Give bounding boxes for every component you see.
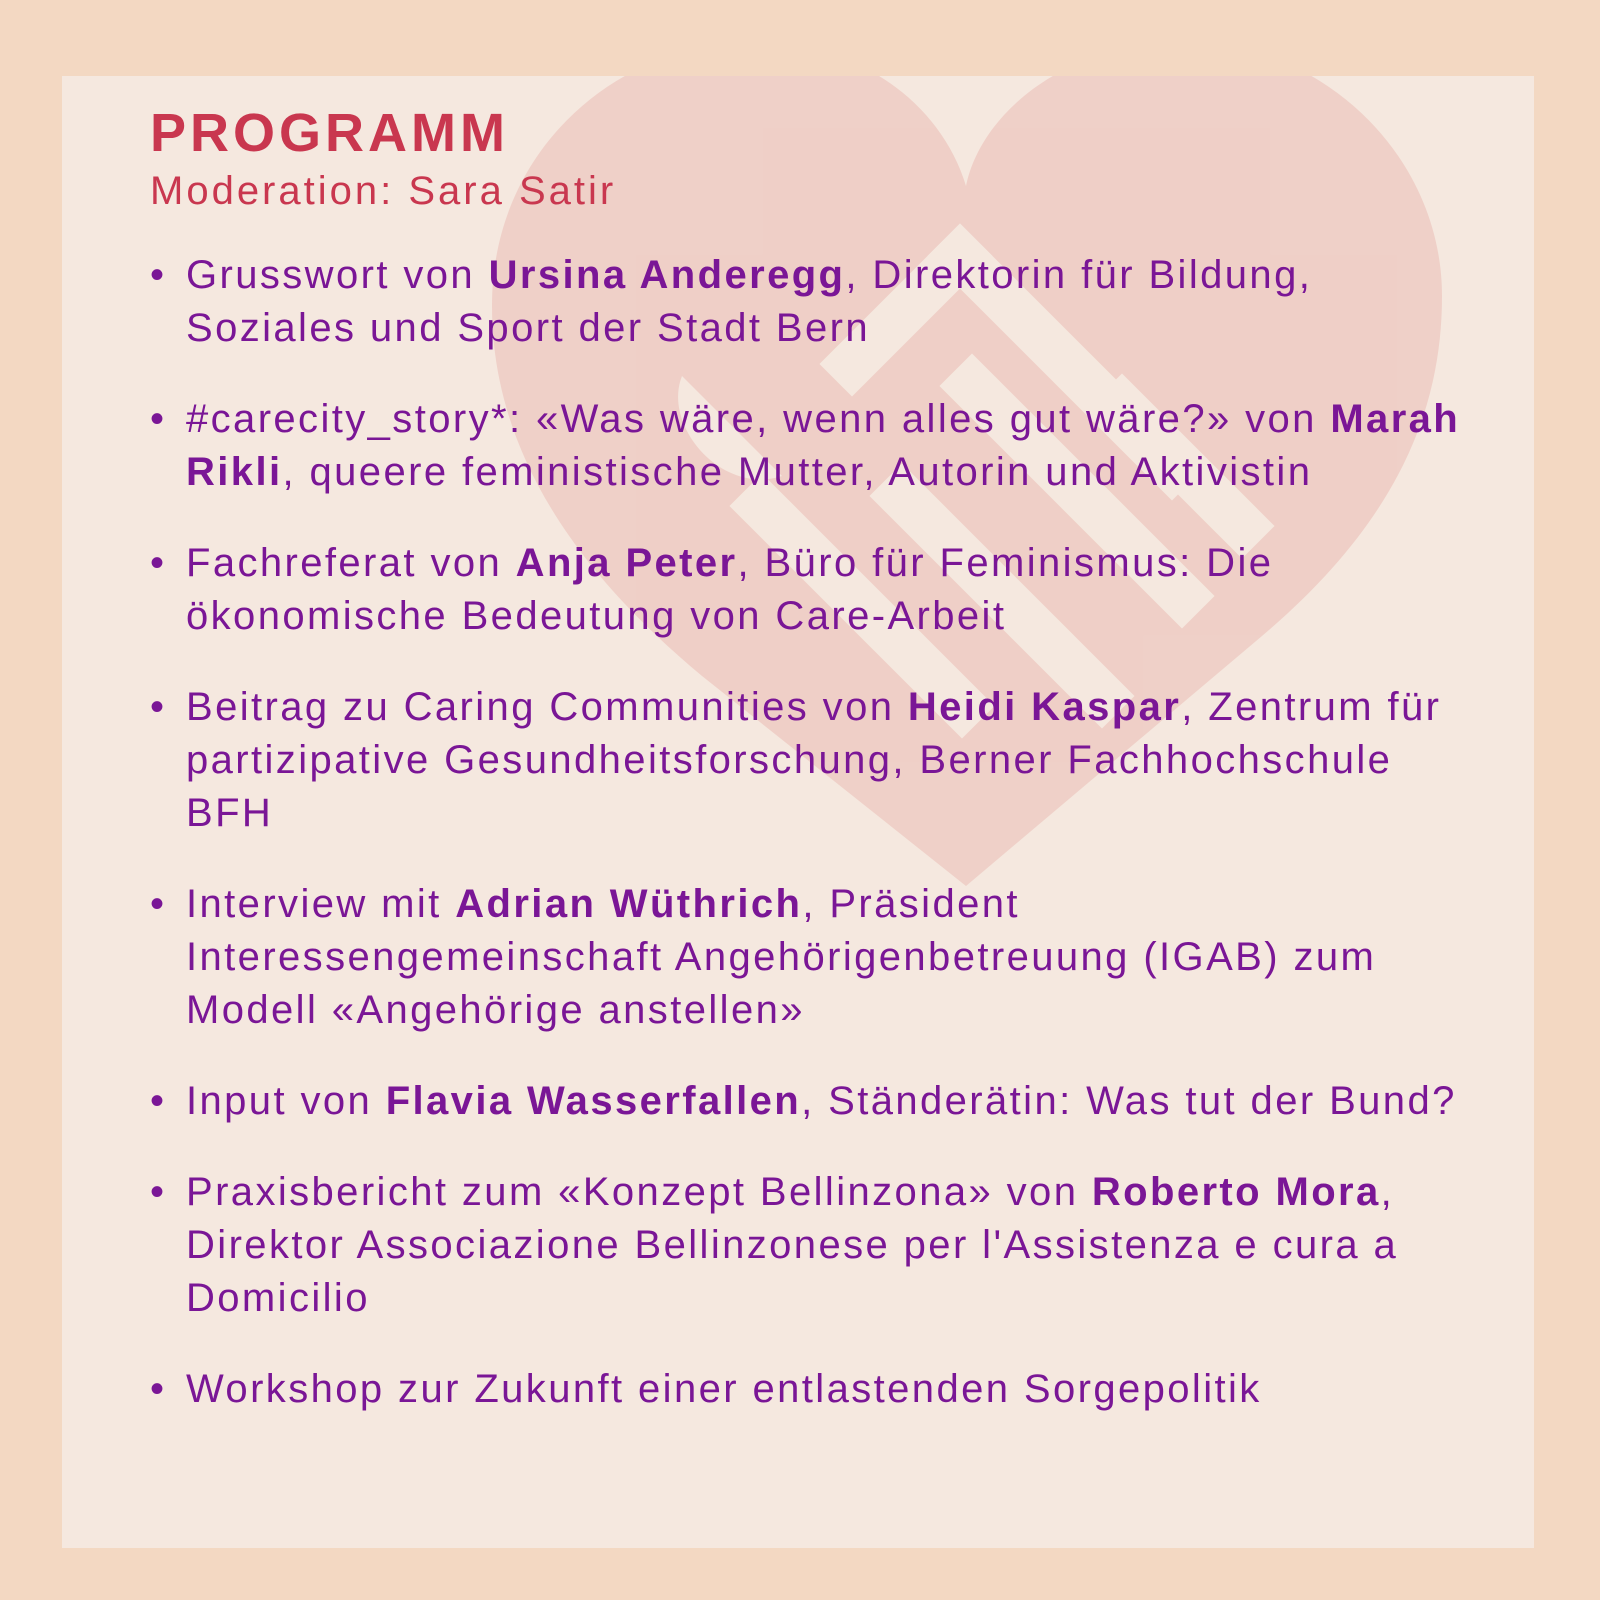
list-item: [150, 393, 1480, 499]
speaker-name: Adrian Wüthrich: [455, 882, 803, 927]
program-content: [150, 104, 1480, 1454]
bullet-icon: •: [150, 685, 167, 730]
speaker-name: Ursina Anderegg: [488, 253, 846, 298]
bullet-icon: •: [150, 541, 167, 586]
item-text: Input von: [186, 1079, 386, 1124]
item-text: , Direktor Associazione Bellinzonese per l'Assistenza e cura a Domicilio: [186, 1170, 1399, 1321]
item-text: Grusswort von: [186, 253, 489, 298]
speaker-name: Flavia Wasserfallen: [385, 1079, 802, 1124]
item-text: Fachreferat von: [186, 541, 516, 586]
list-item: [150, 681, 1480, 840]
list-item: [150, 249, 1480, 355]
item-text: , Zentrum für partizipative Gesundheitsforschung, Berner Fachhochschule BFH: [186, 685, 1442, 836]
speaker-name: Anja Peter: [515, 541, 738, 586]
list-item: [150, 1166, 1480, 1325]
list-item: [150, 537, 1480, 643]
list-item: [150, 1363, 1480, 1416]
item-text: , queere feministische Mutter, Autorin und Aktivistin: [282, 450, 1313, 495]
item-text: Praxisbericht zum «Konzept Bellinzona» von: [186, 1170, 1092, 1215]
program-list: [150, 249, 1480, 1416]
page-title: PROGRAMM: [150, 103, 509, 163]
item-text: , Präsident Interessengemeinschaft Angehörigenbetreuung (IGAB) zum Modell «Angehörige anstellen»: [186, 882, 1377, 1033]
item-text: Beitrag zu Caring Communities von: [186, 685, 908, 730]
item-text: , Büro für Feminismus: Die ökonomische Bedeutung von Care-Arbeit: [186, 541, 1274, 639]
item-text: , Ständerätin: Was tut der Bund?: [801, 1079, 1457, 1124]
bullet-icon: •: [150, 882, 167, 927]
bullet-icon: •: [150, 1079, 167, 1124]
item-text: Workshop zur Zukunft einer entlastenden Sorgepolitik: [186, 1367, 1262, 1412]
speaker-name: Roberto Mora: [1091, 1170, 1381, 1215]
program-panel: [62, 76, 1534, 1548]
bullet-icon: •: [150, 253, 167, 298]
item-text: , Direktorin für Bildung, Soziales und Sport der Stadt Bern: [186, 253, 1313, 351]
bullet-icon: •: [150, 397, 167, 442]
speaker-name: Heidi Kaspar: [907, 685, 1182, 730]
item-text: #carecity_story*: «Was wäre, wenn alles gut wäre?» von: [186, 397, 1331, 442]
bullet-icon: •: [150, 1170, 167, 1215]
speaker-name: Marah Rikli: [186, 397, 1461, 495]
moderation-subtitle: Moderation: Sara Satir: [150, 169, 617, 214]
bullet-icon: •: [150, 1367, 167, 1412]
list-item: [150, 878, 1480, 1037]
item-text: Interview mit: [186, 882, 456, 927]
list-item: [150, 1075, 1480, 1128]
